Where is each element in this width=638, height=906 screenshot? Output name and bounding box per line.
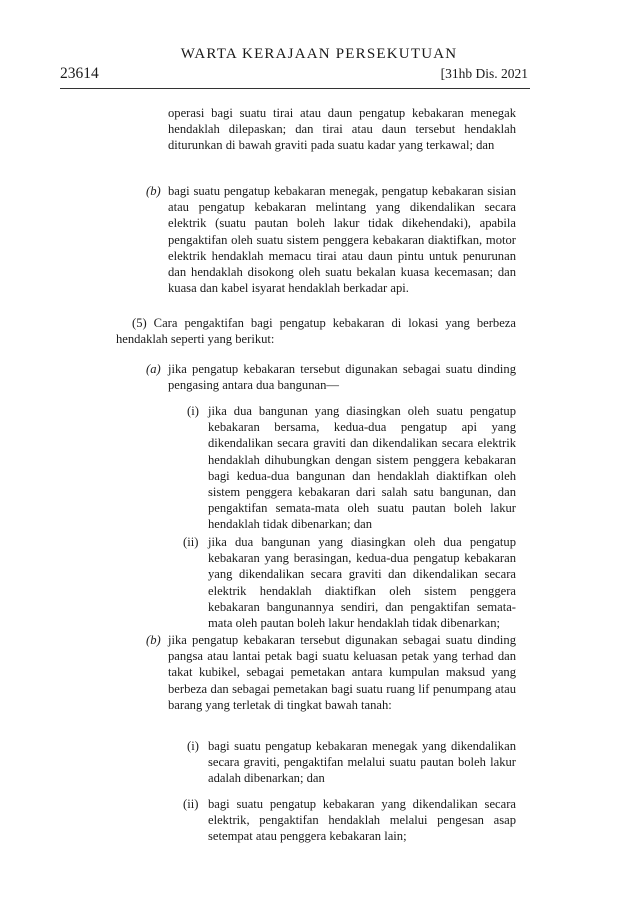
paragraph-text: jika dua bangunan yang diasingkan oleh dua pengatup kebakaran yang berasingan, kedua-dua pengatup kebakaran yang dikendalikan secara graviti dan dikendalikan secara elektrik hendaklah diaktifkan oleh sistem penggera kebakaran bangunannya sendiri, dan pengaktifan semata-mata oleh pautan boleh lakur hendaklah tidak dibenarkan; bbox=[208, 535, 516, 631]
subitem-label-a-i: (i) bbox=[187, 404, 199, 418]
subitem-label-a-ii: (ii) bbox=[183, 535, 199, 549]
subitem-a-i-paragraph bbox=[208, 403, 516, 533]
item-b-paragraph bbox=[168, 632, 516, 713]
paragraph-text: jika pengatup kebakaran tersebut digunakan sebagai suatu dinding pengasing antara dua bangunan— bbox=[168, 362, 516, 393]
subitem-label-b-i: (i) bbox=[187, 739, 199, 753]
item-label-a: (a) bbox=[146, 362, 161, 376]
page-number: 23614 bbox=[60, 65, 99, 82]
item-a-paragraph bbox=[168, 361, 516, 393]
subsection-5-paragraph bbox=[116, 315, 516, 347]
paragraph-text: operasi bagi suatu tirai atau daun pengatup kebakaran menegak hendaklah dilepaskan; dan tirai atau daun tersebut hendaklah diturunkan di bawah graviti pada suatu kadar yang terkawal; dan bbox=[168, 106, 516, 153]
issue-date: [31hb Dis. 2021 bbox=[440, 66, 528, 81]
paragraph-text: (5) Cara pengaktifan bagi pengatup kebakaran di lokasi yang berbeza hendaklah seperti yang berikut: bbox=[116, 316, 516, 347]
continued-paragraph bbox=[168, 105, 516, 154]
paragraph-text: bagi suatu pengatup kebakaran menegak yang dikendalikan secara graviti, pengaktifan melalui suatu pautan boleh lakur adalah dibenarkan; dan bbox=[208, 739, 516, 786]
gazette-title: WARTA KERAJAAN PERSEKUTUAN bbox=[180, 46, 458, 62]
subitem-a-ii-paragraph bbox=[208, 534, 516, 631]
subitem-label-b-ii: (ii) bbox=[183, 797, 199, 811]
item-b-paragraph bbox=[168, 183, 516, 296]
paragraph-text: jika pengatup kebakaran tersebut digunakan sebagai suatu dinding pangsa atau lantai petak bagi suatu keluasan petak yang terhad dan takat kubikel, sebagai pemetakan antara kumpulan maksud yang berbeza dan sebagai pemetakan bagi suatu ruang lif penumpang atau barang yang terletak di tingkat bawah tanah: bbox=[168, 633, 516, 712]
paragraph-text: jika dua bangunan yang diasingkan oleh suatu pengatup kebakaran bersama, kedua-dua pengatup api yang dikendalikan secara graviti dan dikendalikan secara elektrik hendaklah dihubungkan dengan sistem penggera kebakaran bagi kedua-dua bangunan dan hendaklah diaktifkan oleh sistem penggera kebakaran dari salah satu bangunan, dan pengaktifan semata-mata oleh suatu pautan boleh lakur hendaklah tidak dibenarkan; dan bbox=[208, 404, 516, 532]
subitem-b-ii-paragraph bbox=[208, 796, 516, 845]
page-header bbox=[0, 0, 638, 90]
subitem-b-i-paragraph bbox=[208, 738, 516, 787]
paragraph-text: bagi suatu pengatup kebakaran yang dikendalikan secara elektrik, pengaktifan hendaklah melalui pengesan asap setempat atau penggera kebakaran lain; bbox=[208, 797, 516, 844]
item-label-b: (b) bbox=[146, 633, 161, 647]
header-rule bbox=[60, 88, 530, 89]
item-label-b: (b) bbox=[146, 184, 161, 198]
paragraph-text: bagi suatu pengatup kebakaran menegak, pengatup kebakaran sisian atau pengatup kebakaran melintang yang dikendalikan secara elektrik (suatu pautan boleh lakur tidak dikehendaki), apabila pengaktifan oleh suatu sistem penggera kebakaran diaktifkan, motor elektrik hendaklah memacu tirai atau daun pintu untuk penurunan dan hendaklah disokong oleh suatu bekalan kuasa kecemasan; dan kuasa dan kabel isyarat hendaklah berkadar api. bbox=[168, 184, 516, 296]
